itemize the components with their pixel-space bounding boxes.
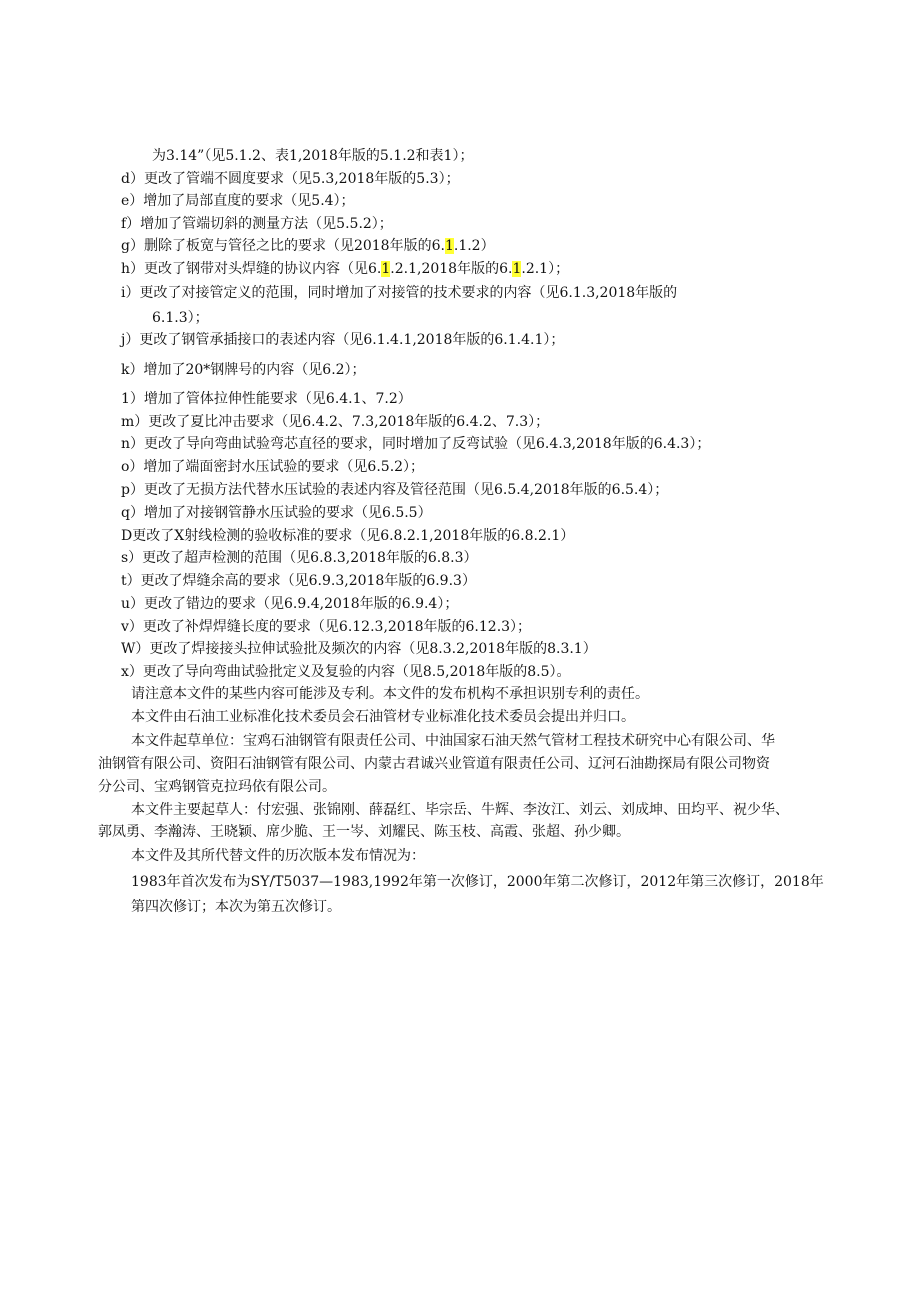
drafting-units-line-3: 分公司、宝鸡钢管克拉玛依有限公司。 bbox=[98, 779, 336, 795]
drafting-units-line-1: 本文件起草单位：宝鸡石油钢管有限责任公司、中油国家石油天然气管材工程技术研究中心有限公司、华 bbox=[131, 733, 775, 749]
list-item-s: s）更改了超声检测的范围（见6.8.3,2018年版的6.8.3） bbox=[121, 550, 478, 566]
list-item-m: m）更改了夏比冲击要求（见6.4.2、7.3,2018年版的6.4.2、7.3）； bbox=[121, 414, 550, 430]
list-item-u: u）更改了错边的要求（见6.9.4,2018年版的6.9.4）； bbox=[121, 596, 459, 612]
list-item-c-continuation: 为3.14”（见5.1.2、表1,2018年版的5.1.2和表1）； bbox=[152, 148, 474, 164]
list-item-g bbox=[121, 236, 495, 256]
drafters-line-1: 本文件主要起草人：付宏强、张锦刚、薛磊红、毕宗岳、牛辉、李汝江、刘云、刘成坤、田均平、祝少华、 bbox=[131, 802, 789, 818]
list-item-p: p）更改了无损方法代替水压试验的表述内容及管径范围（见6.5.4,2018年版的6.5.4）； bbox=[121, 482, 669, 498]
list-item-q: q）增加了对接钢管静水压试验的要求（见6.5.5） bbox=[121, 505, 432, 521]
highlighted-text: 1 bbox=[512, 261, 522, 277]
list-item-d: d）更改了管端不圆度要求（见5.3,2018年版的5.3）； bbox=[121, 171, 460, 187]
list-item-v: v）更改了补焊焊缝长度的要求（见6.12.3,2018年版的6.12.3）； bbox=[121, 619, 532, 635]
drafters-line-2: 郭凤勇、李瀚涛、王晓颖、席少脆、王一岑、刘耀民、陈玉枝、高霞、张超、孙少卿。 bbox=[98, 824, 630, 840]
list-item-h-text-3: .2.1）； bbox=[521, 261, 570, 277]
highlighted-text: 1 bbox=[381, 261, 391, 277]
list-item-e: e）增加了局部直度的要求（见5.4）； bbox=[121, 193, 355, 209]
list-item-f: f）增加了管端切斜的测量方法（见5.5.2）； bbox=[121, 216, 393, 232]
list-item-k: k）增加了20*钢牌号的内容（见6.2）； bbox=[121, 362, 366, 378]
list-item-t: t）更改了焊缝余高的要求（见6.9.3,2018年版的6.9.3） bbox=[121, 573, 476, 589]
list-item-g-text-2: .1.2） bbox=[453, 238, 495, 254]
list-item-i: i）更改了对接管定义的范围，同时增加了对接管的技术要求的内容（见6.1.3,2018年版的 bbox=[121, 285, 678, 301]
highlighted-text: 1 bbox=[444, 238, 454, 254]
proposed-by-statement: 本文件由石油工业标准化技术委员会石油管材专业标准化技术委员会提出并归口。 bbox=[131, 709, 635, 725]
list-item-h-text-2: .2.1,2018年版的6. bbox=[390, 261, 513, 277]
drafting-units-line-2: 油钢管有限公司、资阳石油钢管有限公司、内蒙古君诚兴业管道有限责任公司、辽河石油勘探局有限公司物资 bbox=[98, 756, 770, 772]
list-item-w: W）更改了焊接接头拉伸试验批及频次的内容（见8.3.2,2018年版的8.3.1） bbox=[121, 641, 597, 657]
history-intro: 本文件及其所代替文件的历次版本发布情况为： bbox=[131, 848, 425, 864]
list-item-j: j）更改了钢管承插接口的表述内容（见6.1.4.1,2018年版的6.1.4.1）； bbox=[121, 332, 565, 348]
list-item-o: o）增加了端面密封水压试验的要求（见6.5.2）； bbox=[121, 459, 425, 475]
list-item-r: D更改了X射线检测的验收标准的要求（见6.8.2.1,2018年版的6.8.2.1） bbox=[121, 528, 575, 544]
list-item-n: n）更改了导向弯曲试验弯芯直径的要求，同时增加了反弯试验（见6.4.3,2018年版的6.4.3）； bbox=[121, 436, 711, 452]
list-item-l: 1）增加了管体拉伸性能要求（见6.4.1、7.2） bbox=[121, 391, 412, 407]
list-item-x: x）更改了导向弯曲试验批定义及复验的内容（见8.5,2018年版的8.5）。 bbox=[121, 664, 571, 680]
list-item-h bbox=[121, 259, 569, 279]
history-line-1: 1983年首次发布为SY/T5037—1983,1992年第一次修订，2000年第二次修订，2012年第三次修订，2018年 bbox=[131, 874, 824, 890]
list-item-g-text-1: g）删除了板宽与管径之比的要求（见2018年版的6. bbox=[121, 238, 445, 254]
history-line-2: 第四次修订；本次为第五次修订。 bbox=[131, 899, 341, 915]
list-item-i-continuation: 6.1.3）； bbox=[152, 310, 209, 326]
list-item-h-text-1: h）更改了钢带对头焊缝的协议内容（见6. bbox=[121, 261, 382, 277]
patent-notice: 请注意本文件的某些内容可能涉及专利。本文件的发布机构不承担识别专利的责任。 bbox=[131, 686, 649, 702]
